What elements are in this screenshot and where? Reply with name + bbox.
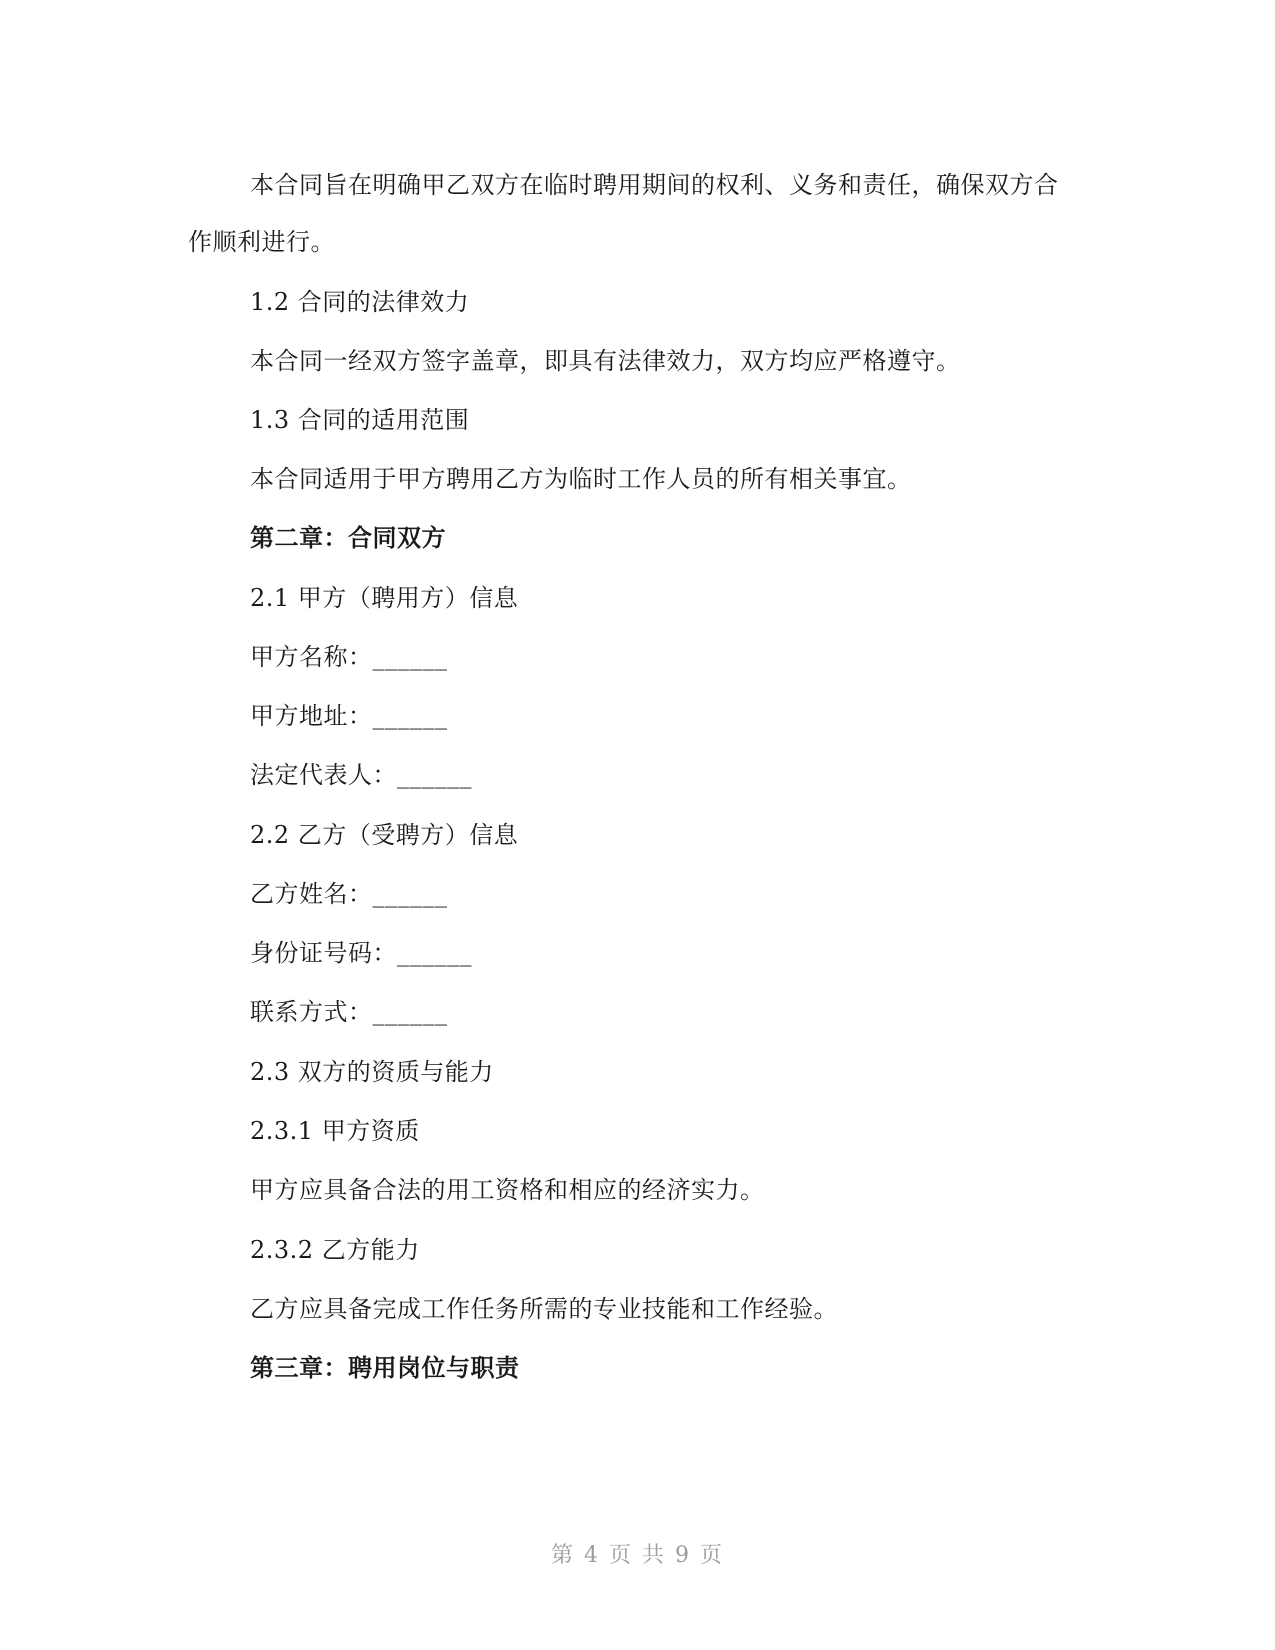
field-party-b-name: 乙方姓名：______ [250, 880, 448, 908]
paragraph-legal-effect: 本合同一经双方签字盖章，即具有法律效力，双方均应严格遵守。 [250, 347, 961, 375]
section-heading-1-3: 1.3 合同的适用范围 [250, 406, 470, 434]
field-legal-representative: 法定代表人：______ [250, 761, 472, 789]
paragraph-scope: 本合同适用于甲方聘用乙方为临时工作人员的所有相关事宜。 [250, 465, 912, 493]
paragraph-party-a-qualification: 甲方应具备合法的用工资格和相应的经济实力。 [250, 1176, 765, 1204]
section-heading-2-3-2: 2.3.2 乙方能力 [250, 1236, 420, 1264]
paragraph-purpose-line-1: 本合同旨在明确甲乙双方在临时聘用期间的权利、义务和责任，确保双方合 [250, 171, 1059, 199]
paragraph-party-b-ability: 乙方应具备完成工作任务所需的专业技能和工作经验。 [250, 1295, 838, 1323]
field-id-number: 身份证号码：______ [250, 939, 472, 967]
paragraph-purpose-line-2: 作顺利进行。 [188, 228, 335, 256]
chapter-heading-3: 第三章：聘用岗位与职责 [250, 1353, 520, 1382]
field-party-a-address: 甲方地址：______ [250, 702, 448, 730]
field-party-a-name: 甲方名称：______ [250, 643, 448, 671]
section-heading-2-3-1: 2.3.1 甲方资质 [250, 1117, 420, 1145]
field-contact-info: 联系方式：______ [250, 998, 448, 1026]
section-heading-2-3: 2.3 双方的资质与能力 [250, 1058, 494, 1086]
section-heading-2-1: 2.1 甲方（聘用方）信息 [250, 584, 519, 612]
chapter-heading-2: 第二章：合同双方 [250, 523, 446, 552]
section-heading-2-2: 2.2 乙方（受聘方）信息 [250, 821, 519, 849]
page-number-footer: 第 4 页 共 9 页 [551, 1543, 724, 1568]
section-heading-1-2: 1.2 合同的法律效力 [250, 288, 470, 316]
